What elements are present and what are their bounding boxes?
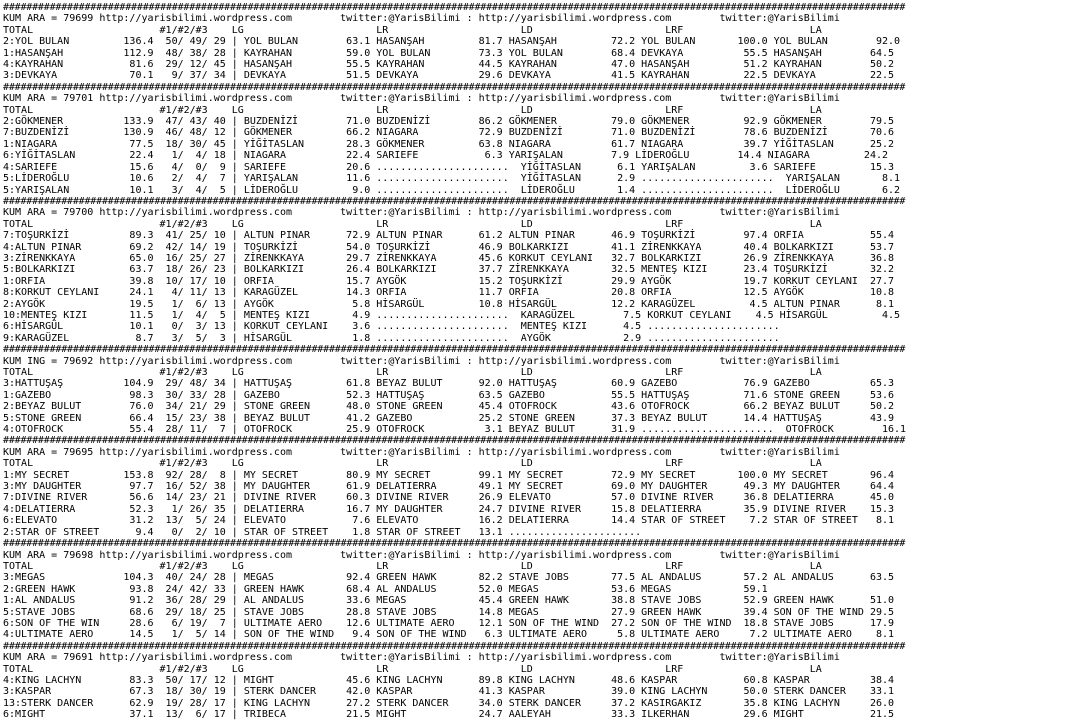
table-row: 6:HİSARGÜL 10.1 0/ 3/ 13 | KORKUT CEYLANI 3.6 ...................... MENTEŞ KIZI 4.5 ...................... [3, 321, 780, 333]
separator-rule: ########################################################################################################################################################### [3, 344, 906, 356]
table-row: 6:SON OF THE WIN 28.6 6/ 19/ 7 | ULTIMATE AERO 12.6 ULTIMATE AERO 12.1 SON OF THE WIND 27.2 SON OF THE WIND 18.8 STAVE JOBS 17.9 [3, 617, 895, 629]
table-row: 1:GAZEBO 98.3 30/ 33/ 28 | GAZEBO 52.3 HATTUŞAŞ 63.5 GAZEBO 55.5 HATTUŞAŞ 71.6 STONE GREEN 53.6 [3, 389, 895, 401]
table-row: 5:YARIŞALAN 10.1 3/ 4/ 5 | LİDEROĞLU 9.0 ...................... LİDEROĞLU 1.4 ...................... LİDEROĞLU 6.2 [3, 184, 901, 196]
table-row: 1:AL ANDALUS 91.2 36/ 28/ 29 | AL ANDALUS 33.6 MEGAS 45.4 GREEN HAWK 38.8 STAVE JOBS 52.9 GREEN HAWK 51.0 [3, 595, 895, 607]
table-row: 1:NIAGARA 77.5 18/ 30/ 45 | YİĞİTASLAN 28.3 GÖKMENER 63.8 NIAGARA 61.7 NIAGARA 39.7 YİĞİTASLAN 25.2 [3, 138, 895, 150]
race-block [3, 2, 1074, 82]
table-row: 7:TOŞURKİZİ 89.3 41/ 25/ 10 | ALTUN PINAR 72.9 ALTUN PINAR 61.2 ALTUN PINAR 46.9 TOŞURKİZİ 97.4 ORFIA 55.4 [3, 230, 895, 242]
table-row: 3:HATTUŞAŞ 104.9 29/ 48/ 34 | HATTUŞAŞ 61.8 BEYAZ BULUT 92.0 HATTUŞAŞ 60.9 GAZEBO 76.9 GAZEBO 65.3 [3, 378, 895, 390]
table-row: 5:STAVE JOBS 68.6 29/ 18/ 25 | STAVE JOBS 28.8 STAVE JOBS 14.8 MEGAS 27.9 GREEN HAWK 39.4 SON OF THE WIND 29.5 [3, 606, 895, 618]
table-row: 3:MY DAUGHTER 97.7 16/ 52/ 38 | MY DAUGHTER 61.9 DELATIERRA 49.1 MY SECRET 69.0 MY DAUGHTER 49.3 MY DAUGHTER 64.4 [3, 481, 895, 493]
table-row: 8:KORKUT CEYLANI 24.1 4/ 11/ 13 | KARAGÜZEL 14.3 ORFIA 11.7 ORFIA 20.8 ORFIA 12.5 AYGÖK 10.8 [3, 287, 895, 299]
table-row: 10:MENTEŞ KIZI 11.5 1/ 4/ 5 | MENTEŞ KIZI 4.9 ...................... KARAGÜZEL 7.5 KORKUT CEYLANI 4.5 HİSARGÜL 4.5 [3, 309, 901, 321]
table-row: 3:ZİRENKKAYA 65.0 16/ 25/ 27 | ZİRENKKAYA 29.7 ZİRENKKAYA 45.6 KORKUT CEYLANI 32.7 BOLKARKIZI 26.9 ZİRENKKAYA 36.8 [3, 252, 895, 264]
block-header: KUM ARA = 79698 http://yarisbilimi.wordpress.com twitter:@YarisBilimi : http://yarisbilimi.wordpress.com twitter:@YarisBilimi [3, 549, 840, 561]
table-row: 9:KARAGÜZEL 8.7 3/ 5/ 3 | HİSARGÜL 1.8 ...................... AYGÖK 2.9 ...................... [3, 332, 780, 344]
race-block [3, 641, 1074, 721]
race-block [3, 538, 1074, 641]
table-row: 3:DEVKAYA 70.1 9/ 37/ 34 | DEVKAYA 51.5 DEVKAYA 29.6 DEVKAYA 41.5 KAYRAHAN 22.5 DEVKAYA 22.5 [3, 70, 895, 82]
column-headers: TOTAL #1/#2/#3 LG LR LD LRF LA [3, 24, 822, 36]
table-row: 2:AYGÖK 19.5 1/ 6/ 13 | AYGÖK 5.8 HİSARGÜL 10.8 HİSARGÜL 12.2 KARAGÜZEL 4.5 ALTUN PINAR 8.1 [3, 298, 895, 310]
block-header: KUM ARA = 79691 http://yarisbilimi.wordpress.com twitter:@YarisBilimi : http://yarisbilimi.wordpress.com twitter:@YarisBilimi [3, 652, 840, 664]
block-header: KUM ARA = 79700 http://yarisbilimi.wordpress.com twitter:@YarisBilimi : http://yarisbilimi.wordpress.com twitter:@YarisBilimi [3, 207, 840, 219]
table-row: 4:SARIEFE 15.6 4/ 0/ 9 | SARIEFE 20.6 ...................... YİĞİTASLAN 6.1 YARIŞALAN 3.6 SARIEFE 15.3 [3, 161, 895, 173]
block-header: KUM ARA = 79701 http://yarisbilimi.wordpress.com twitter:@YarisBilimi : http://yarisbilimi.wordpress.com twitter:@YarisBilimi [3, 93, 840, 105]
table-row: 6:ELEVATO 31.2 13/ 5/ 24 | ELEVATO 7.6 ELEVATO 16.2 DELATIERRA 14.4 STAR OF STREET 7.2 STAR OF STREET 8.1 [3, 515, 895, 527]
table-row: 4:DELATIERRA 52.3 1/ 26/ 35 | DELATIERRA 16.7 MY DAUGHTER 24.7 DIVINE RIVER 15.8 DELATIERRA 35.9 DIVINE RIVER 15.3 [3, 503, 895, 515]
block-header: KUM ING = 79692 http://yarisbilimi.wordpress.com twitter:@YarisBilimi : http://yarisbilimi.wordpress.com twitter:@YarisBilimi [3, 355, 840, 367]
table-row: 4:ALTUN PINAR 69.2 42/ 14/ 19 | TOŞURKİZİ 54.0 TOŞURKİZİ 46.9 BOLKARKIZI 41.1 ZİRENKKAYA 40.4 BOLKARKIZI 53.7 [3, 241, 895, 253]
race-block [3, 344, 1074, 435]
column-headers: TOTAL #1/#2/#3 LG LR LD LRF LA [3, 458, 822, 470]
separator-rule: ########################################################################################################################################################### [3, 538, 906, 550]
separator-rule: ########################################################################################################################################################### [3, 2, 906, 13]
race-block [3, 196, 1074, 344]
table-row: 2:STAR OF STREET 9.4 0/ 2/ 10 | STAR OF STREET 1.8 STAR OF STREET 13.1 ...................... [3, 526, 642, 538]
separator-rule: ########################################################################################################################################################### [3, 81, 906, 93]
separator-rule: ########################################################################################################################################################### [3, 435, 906, 447]
table-row: 6:MIGHT 37.1 13/ 6/ 17 | TRIBECA 21.5 MIGHT 24.7 AALEYAH 33.3 ILKERHAN 29.6 MIGHT 21.5 [3, 709, 895, 721]
table-row: 2:GÖKMENER 133.9 47/ 43/ 40 | BUZDENİZİ 71.0 BUZDENİZİ 86.2 GÖKMENER 79.0 GÖKMENER 92.9 GÖKMENER 79.5 [3, 116, 895, 128]
table-row: 1:ORFIA 39.8 10/ 17/ 10 | ORFIA 15.7 AYGÖK 15.2 TOŞURKİZİ 29.9 AYGÖK 19.7 KORKUT CEYLANI 27.7 [3, 275, 895, 287]
race-block [3, 82, 1074, 196]
table-row: 5:LİDEROĞLU 10.6 2/ 4/ 7 | YARIŞALAN 11.6 ...................... YİĞİTASLAN 2.9 ...................... YARIŞALAN 8.1 [3, 173, 901, 185]
column-headers: TOTAL #1/#2/#3 LG LR LD LRF LA [3, 104, 822, 116]
column-headers: TOTAL #1/#2/#3 LG LR LD LRF LA [3, 218, 822, 230]
table-row: 4:ULTIMATE AERO 14.5 1/ 5/ 14 | SON OF THE WIND 9.4 SON OF THE WIND 6.3 ULTIMATE AERO 5.8 ULTIMATE AERO 7.2 ULTIMATE AERO 8.1 [3, 629, 895, 641]
separator-rule: ########################################################################################################################################################### [3, 640, 906, 652]
table-row: 5:STONE GREEN 66.4 15/ 23/ 38 | BEYAZ BULUT 41.2 GAZEBO 25.2 STONE GREEN 37.3 BEYAZ BULUT 14.4 HATTUŞAŞ 43.9 [3, 412, 895, 424]
table-row: 1:HASANŞAH 112.9 48/ 38/ 28 | KAYRAHAN 59.0 YOL BULAN 73.3 YOL BULAN 68.4 DEVKAYA 55.5 HASANŞAH 64.5 [3, 47, 895, 59]
table-row: 2:BEYAZ BULUT 76.0 34/ 21/ 29 | STONE GREEN 48.0 STONE GREEN 45.4 OTOFROCK 43.6 OTOFROCK 66.2 BEYAZ BULUT 50.2 [3, 401, 895, 413]
table-row: 4:KING LACHYN 83.3 50/ 17/ 12 | MIGHT 45.6 KING LACHYN 89.8 KING LACHYN 48.6 KASPAR 60.8 KASPAR 38.4 [3, 674, 895, 686]
table-row: 13:STERK DANCER 62.9 19/ 28/ 17 | KING LACHYN 27.2 STERK DANCER 34.0 STERK DANCER 37.2 KASIRGAKIZ 35.8 KING LACHYN 26.0 [3, 697, 895, 709]
table-row: 7:DIVINE RIVER 56.6 14/ 23/ 21 | DIVINE RIVER 60.3 DIVINE RIVER 26.9 ELEVATO 57.0 DIVINE RIVER 36.8 DELATIERRA 45.0 [3, 492, 895, 504]
block-header: KUM ARA = 79695 http://yarisbilimi.wordpress.com twitter:@YarisBilimi : http://yarisbilimi.wordpress.com twitter:@YarisBilimi [3, 446, 840, 458]
table-row: 2:YOL BULAN 136.4 50/ 49/ 29 | YOL BULAN 63.1 HASANŞAH 81.7 HASANŞAH 72.2 YOL BULAN 100.0 YOL BULAN 92.0 [3, 36, 901, 48]
table-row: 1:MY SECRET 153.8 92/ 28/ 8 | MY SECRET 80.9 MY SECRET 99.1 MY SECRET 72.9 MY SECRET 100.0 MY SECRET 96.4 [3, 469, 895, 481]
race-block [3, 435, 1074, 538]
table-row: 7:BUZDENİZİ 130.9 46/ 48/ 12 | GÖKMENER 66.2 NIAGARA 72.9 BUZDENİZİ 71.0 BUZDENİZİ 78.6 BUZDENİZİ 70.6 [3, 127, 895, 139]
column-headers: TOTAL #1/#2/#3 LG LR LD LRF LA [3, 560, 822, 572]
column-headers: TOTAL #1/#2/#3 LG LR LD LRF LA [3, 663, 822, 675]
table-row: 3:KASPAR 67.3 18/ 30/ 19 | STERK DANCER 42.0 KASPAR 41.3 KASPAR 39.0 KING LACHYN 50.0 STERK DANCER 33.1 [3, 686, 895, 698]
block-header: KUM ARA = 79699 http://yarisbilimi.wordpress.com twitter:@YarisBilimi : http://yarisbilimi.wordpress.com twitter:@YarisBilimi [3, 13, 840, 25]
table-row: 6:YİĞİTASLAN 22.4 1/ 4/ 18 | NIAGARA 22.4 SARIEFE 6.3 YARIŞALAN 7.9 LİDEROĞLU 14.4 NIAGARA 24.2 [3, 150, 889, 162]
separator-rule: ########################################################################################################################################################### [3, 195, 906, 207]
column-headers: TOTAL #1/#2/#3 LG LR LD LRF LA [3, 367, 822, 378]
table-row: 3:MEGAS 104.3 40/ 24/ 28 | MEGAS 92.4 GREEN HAWK 82.2 STAVE JOBS 77.5 AL ANDALUS 57.2 AL ANDALUS 63.5 [3, 572, 895, 584]
table-row: 4:OTOFROCK 55.4 28/ 11/ 7 | OTOFROCK 25.9 OTOFROCK 3.1 BEYAZ BULUT 31.9 ...................... OTOFROCK 16.1 [3, 424, 907, 436]
table-row: 2:GREEN HAWK 93.8 24/ 42/ 33 | GREEN HAWK 68.4 AL ANDALUS 52.0 MEGAS 53.6 MEGAS 59.1 [3, 583, 768, 595]
table-row: 4:KAYRAHAN 81.6 29/ 12/ 45 | HASANŞAH 55.5 KAYRAHAN 44.5 KAYRAHAN 47.0 HASANŞAH 51.2 KAYRAHAN 50.2 [3, 59, 895, 71]
table-row: 5:BOLKARKIZI 63.7 18/ 26/ 23 | BOLKARKIZI 26.4 BOLKARKIZI 37.7 ZİRENKKAYA 32.5 MENTEŞ KIZI 23.4 TOŞURKİZİ 32.2 [3, 264, 895, 276]
